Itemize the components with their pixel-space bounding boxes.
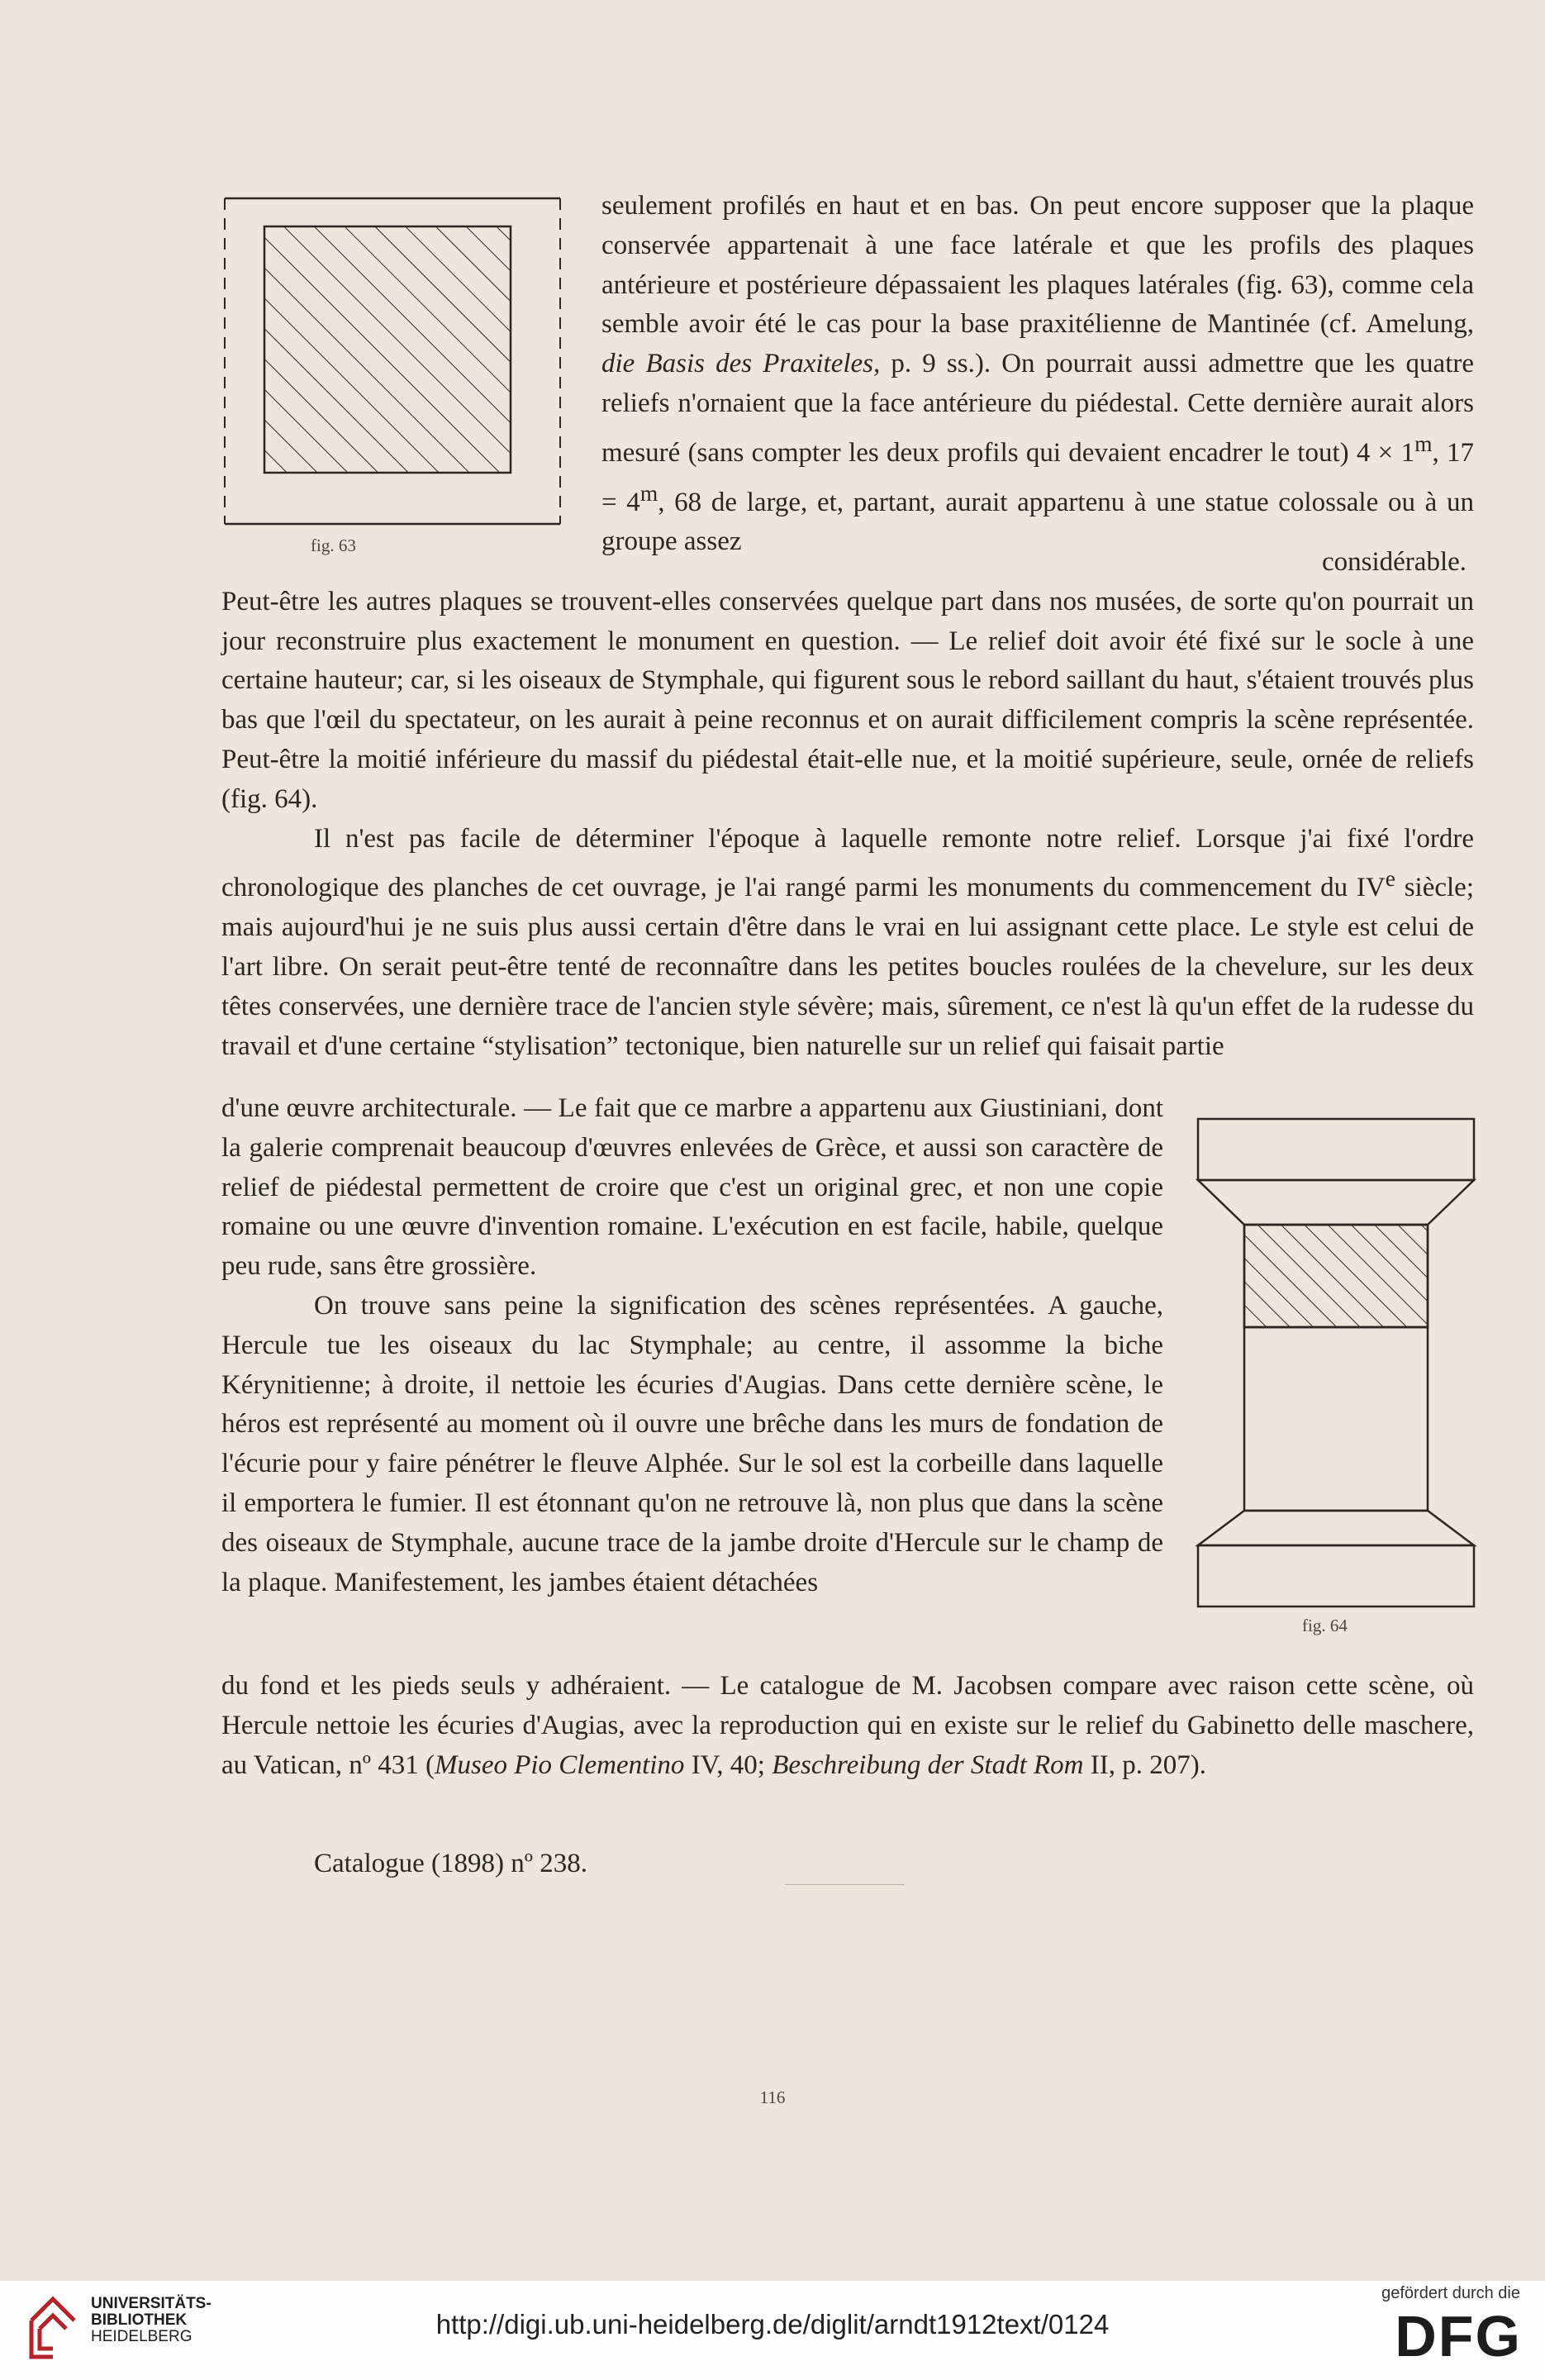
page-number: 116	[759, 2087, 786, 2107]
library-line-1: UNIVERSITÄTS-	[91, 2295, 212, 2312]
paragraph-1-upper-text: seulement profilés en haut et en bas. On peut encore supposer que la plaque conservée appartenait à une face latérale et que les profils des plaques antérieure et postérieure dépassaient les plaques latérales (fig. 63), comme cela semble avoir été le cas pour la base praxitélienne de Mantinée (cf. Amelung, die Basis des Praxiteles, p. 9 ss.). On pourrait aussi admettre que les quatre reliefs n'ornaient que la face antérieure du piédestal. Cette dernière aurait alors mesuré (sans compter les deux profils qui devaient encadrer le tout) $4 \times 1^m$, $17 = 4^m$, 68 de large, et, partant, aurait appartenu à une statue colossale ou à un groupe assez	[601, 191, 1474, 557]
fig-64-caption: fig. 64	[1302, 1616, 1348, 1635]
paragraph-4-full	[221, 1667, 1474, 1785]
fig-64-diagram	[1195, 1116, 1481, 1610]
paragraph-2-full	[221, 543, 1474, 1066]
paragraph-3-text: On trouve sans peine la signification des scènes représentées. A gauche, Hercule tue les oiseaux du lac Stymphale; au centre, il assomme la biche Kérynitienne; à droite, il nettoie les écuries d'Augias. Dans cette dernière scène, le héros est représenté au moment où il ouvre une brêche dans les murs de fondation de l'écurie pour y faire pénétrer le fleuve Alphée. Sur le sol est la corbeille dans laquelle il emportera le fumier. Il est étonnant qu'on ne retrouve là, non plus que dans la scène des oiseaux de Stymphale, aucune trace de la jambe droite d'Hercule sur le champ de la plaque. Manifestement, les jambes étaient détachées	[221, 1290, 1163, 1597]
paragraph-3-beside-fig64	[221, 1089, 1163, 1602]
document-url-link[interactable]: http://digi.ub.uni-heidelberg.de/diglit/arndt1912text/0124	[435, 2309, 1110, 2340]
paragraph-2-text: Il n'est pas facile de déterminer l'époque à laquelle remonte notre relief. Lorsque j'ai fixé l'ordre chronologique des planches de cet ouvrage, je l'ai rangé parmi les monuments du commencement du IVe siècle; mais aujourd'hui je ne suis plus aussi certain d'être dans le vrai en lui assignant cette place. Le style est celui de l'art libre. On serait peut-être tenté de reconnaître dans les petites boucles roulées de la chevelure, sur les deux têtes conservées, une dernière trace de l'ancien style sévère; mais, sûrement, ce n'est là qu'un effet de la rudesse du travail et d'une certaine “stylisation” tectonique, bien naturelle sur un relief qui faisait partie	[221, 823, 1474, 1061]
catalogue-reference: Catalogue (1898) nº 238.	[314, 1849, 587, 1878]
library-line-3: HEIDELBERG	[91, 2328, 193, 2345]
paragraph-1-lower-text: considérable. Peut-être les autres plaques se trouvent-elles conservées quelque part dans nos musées, de sorte qu'on pourrait un jour reconstruire plus exactement le monument en question. — Le relief doit avoir été fixé sur le socle à une certaine hauteur; car, si les oiseaux de Stymphale, qui figurent sous le rebord saillant du haut, s'étaient trouvés plus bas que l'œil du spectateur, on les aurait à peine reconnus et on aurait difficilement compris la scène représentée. Peut-être la moitié inférieure du massif du piédestal était-elle nue, et la moitié supérieure, seule, ornée de reliefs (fig. 64).	[221, 547, 1474, 814]
fig-63-diagram	[221, 195, 568, 530]
paragraph-3-end-text: du fond et les pieds seuls y adhéraient. — Le catalogue de M. Jacobsen compare avec raison cette scène, où Hercule nettoie les écuries d'Augias, avec la reproduction qui en existe sur le relief du Gabinetto delle maschere, au Vatican, nº 431 (Museo Pio Clementino IV, 40; Beschreibung der Stadt Rom II, p. 207).	[221, 1671, 1474, 1780]
section-divider	[785, 1884, 905, 1885]
paragraph-2-end-text: d'une œuvre architecturale. — Le fait que ce marbre a appartenu aux Giustiniani, dont la galerie comprenait beaucoup d'œuvres enlevées de Grèce, et aussi son caractère de relief de piédestal permettent de croire que c'est un original grec, et non une copie romaine ou une œuvre d'invention romaine. L'exécution en est facile, habile, quelque peu rude, sans être grossière.	[221, 1093, 1163, 1282]
library-line-2: BIBLIOTHEK	[91, 2311, 188, 2329]
funded-by-label: gefördert durch die	[1381, 2284, 1520, 2302]
fig-63-caption: fig. 63	[311, 536, 356, 555]
paragraph-1-upper	[601, 187, 1474, 562]
dfg-logo[interactable]: DFG	[1395, 2304, 1522, 2368]
